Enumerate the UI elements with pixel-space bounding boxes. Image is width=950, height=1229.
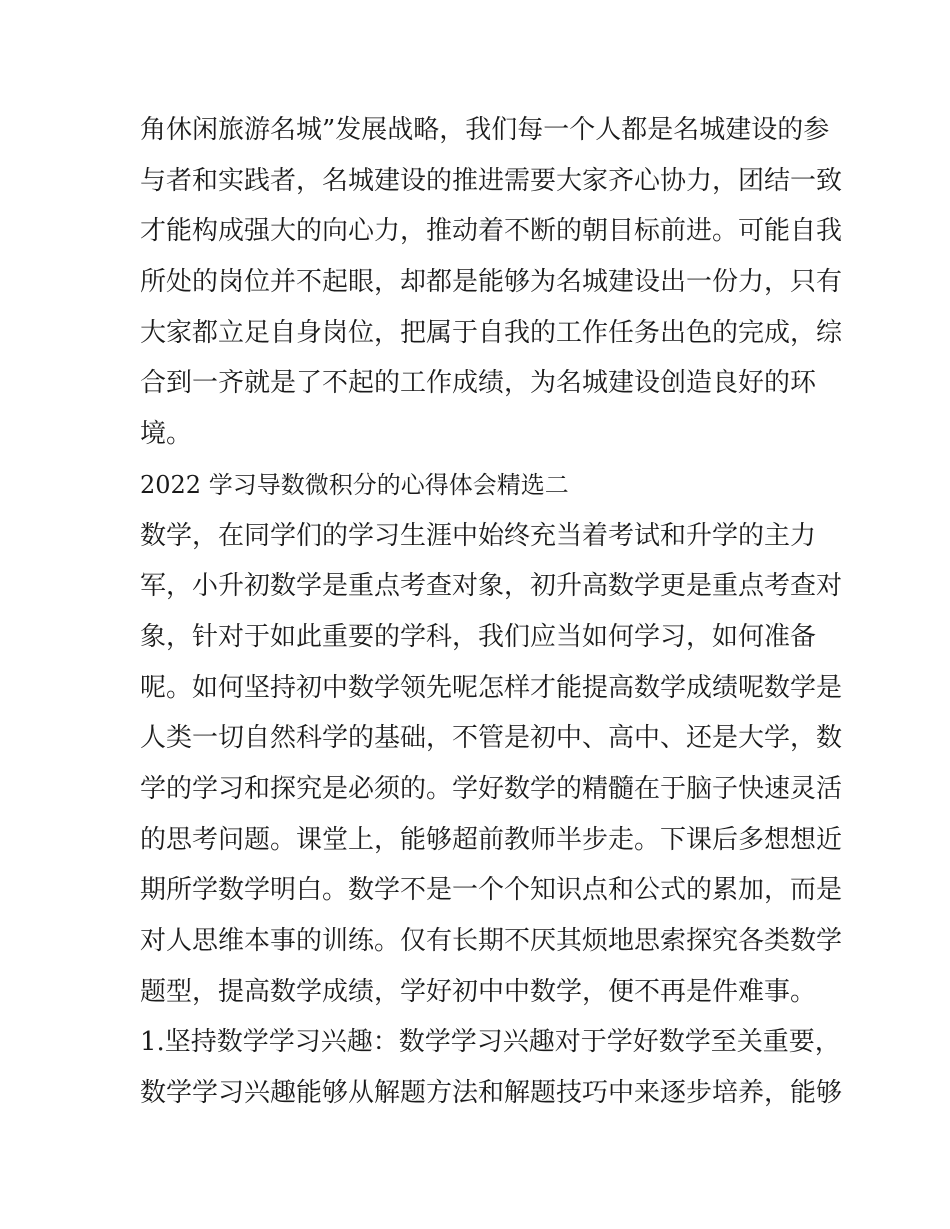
text-line: 学的学习和探究是必须的。学好数学的精髓在于脑子快速灵活 — [140, 773, 843, 804]
text-line: 军，小升初数学是重点考查对象，初升高数学更是重点考查对 — [140, 571, 843, 602]
text-line: 大家都立足自身岗位，把属于自我的工作任务出色的完成，综 — [140, 317, 843, 348]
text-line: 合到一齐就是了不起的工作成绩，为名城建设创造良好的环 — [140, 368, 817, 399]
paragraph-closing-cityscape — [140, 105, 843, 460]
text-line: 的思考问题。课堂上，能够超前教师半步走。下课后多想想近 — [140, 824, 843, 855]
section-heading: 2022 学习导数微积分的心得体会精选二 — [140, 470, 569, 499]
text-line: 题型，提高数学成绩，学好初中中数学，便不再是件难事。 — [140, 976, 817, 1007]
text-line: 数学学习兴趣能够从解题方法和解题技巧中来逐步培养，能够 — [140, 1078, 843, 1109]
text-line: 才能构成强大的向心力，推动着不断的朝目标前进。可能自我 — [140, 216, 843, 247]
document-body — [140, 105, 843, 1119]
text-line: 1.坚持数学学习兴趣：数学学习兴趣对于学好数学至关重要， — [140, 1027, 841, 1058]
paragraph-point-1 — [140, 1017, 843, 1118]
text-line: 角休闲旅游名城”发展战略，我们每一个人都是名城建设的参 — [140, 115, 830, 145]
text-line: 数学，在同学们的学习生涯中始终充当着考试和升学的主力 — [140, 520, 817, 551]
text-line: 与者和实践者，名城建设的推进需要大家齐心协力，团结一致 — [140, 165, 843, 196]
text-line: 象，针对于如此重要的学科，我们应当如何学习，如何准备 — [140, 621, 817, 652]
text-line: 境。 — [140, 419, 193, 450]
text-line: 对人思维本事的训练。仅有长期不厌其烦地思索探究各类数学 — [140, 926, 843, 956]
text-line: 期所学数学明白。数学不是一个个知识点和公式的累加，而是 — [140, 875, 843, 906]
text-line: 人类一切自然科学的基础，不管是初中、高中、还是大学，数 — [140, 723, 843, 754]
text-line: 呢。如何坚持初中数学领先呢怎样才能提高数学成绩呢数学是 — [140, 672, 843, 703]
text-line: 所处的岗位并不起眼，却都是能够为名城建设出一份力，只有 — [140, 267, 843, 298]
paragraph-math-intro — [140, 511, 843, 1018]
